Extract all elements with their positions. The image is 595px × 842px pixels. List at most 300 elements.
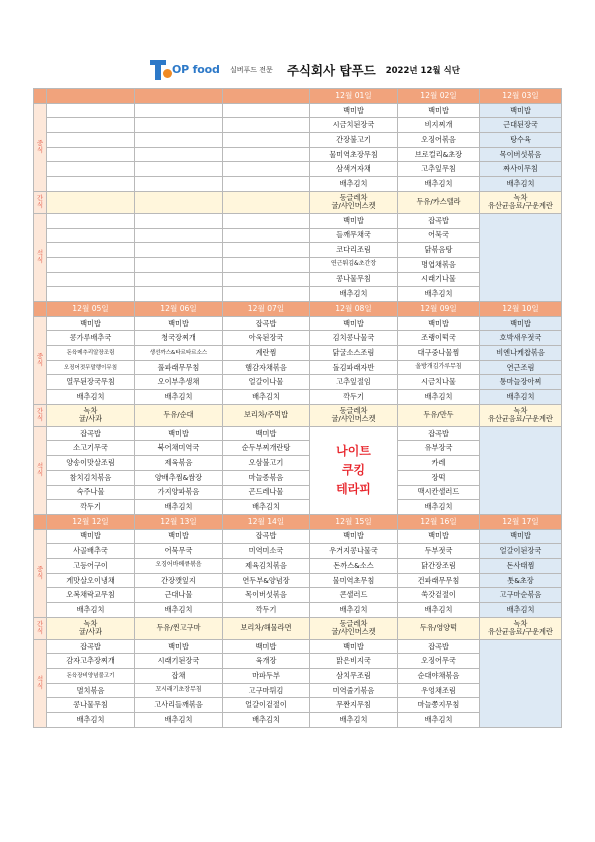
menu-item: 명엽채볶음 bbox=[398, 257, 480, 272]
cell-line: 귤/사과 bbox=[78, 627, 103, 637]
menu-item: 호박새우젓국 bbox=[480, 331, 562, 346]
snack-label bbox=[34, 191, 47, 213]
label-char: 식 bbox=[36, 201, 44, 210]
menu-item: 시금치된장국 bbox=[310, 118, 398, 133]
label-char: 석 bbox=[36, 674, 44, 683]
empty-cell bbox=[135, 133, 223, 148]
table-row bbox=[34, 331, 562, 346]
table-row bbox=[34, 177, 562, 192]
day-header: 12월 03일 bbox=[480, 89, 562, 104]
menu-item: 톳&초장 bbox=[480, 573, 562, 588]
menu-item: 얼갈이나물 bbox=[223, 375, 310, 390]
snack-item: 보리차/해물라면 bbox=[223, 617, 310, 639]
day-header: 12월 16일 bbox=[398, 514, 480, 529]
menu-item: 돌김파래자반 bbox=[310, 360, 398, 375]
menu-item: 배추김치 bbox=[135, 390, 223, 405]
menu-item: 잡곡밥 bbox=[47, 426, 135, 441]
snack-label bbox=[34, 404, 47, 426]
week3-header-label bbox=[34, 514, 47, 529]
empty-cell bbox=[47, 177, 135, 192]
label-char: 식 bbox=[36, 572, 44, 581]
menu-item: 양송이맛살조림 bbox=[47, 456, 135, 471]
day-header: 12월 13일 bbox=[135, 514, 223, 529]
empty-cell bbox=[47, 243, 135, 258]
logo-text: OP food bbox=[172, 63, 220, 76]
empty-cell bbox=[223, 118, 310, 133]
menu-item: 풀파래무무침 bbox=[135, 360, 223, 375]
label-char: 중 bbox=[36, 564, 44, 573]
menu-item: 고구마튀김 bbox=[223, 683, 310, 698]
label-char: 식 bbox=[36, 146, 44, 155]
menu-item: 잡곡밥 bbox=[47, 639, 135, 654]
snack-item bbox=[310, 404, 398, 426]
menu-item: 백미밥 bbox=[310, 529, 398, 544]
cell-line: 귤/샤인머스켓 bbox=[331, 201, 376, 211]
menu-item: 연근튀김&초간장 bbox=[310, 257, 398, 272]
menu-item: 백미밥 bbox=[480, 529, 562, 544]
menu-item: 배추김치 bbox=[480, 603, 562, 618]
menu-item: 두부젓국 bbox=[398, 544, 480, 559]
menu-item: 미역미소국 bbox=[223, 544, 310, 559]
menu-item: 백미밥 bbox=[310, 316, 398, 331]
cell-line: 녹차 bbox=[513, 193, 528, 203]
menu-item: 고사리들깨볶음 bbox=[135, 698, 223, 713]
empty-cell bbox=[47, 133, 135, 148]
day-header: 12월 15일 bbox=[310, 514, 398, 529]
empty-saturday-dinner bbox=[480, 426, 562, 514]
menu-item: 우엉채조림 bbox=[398, 683, 480, 698]
menu-item: 배추김치 bbox=[480, 177, 562, 192]
menu-item: 순대야채볶음 bbox=[398, 669, 480, 684]
menu-item: 우거지콩나물국 bbox=[310, 544, 398, 559]
table-row bbox=[34, 191, 562, 213]
menu-item: 배추김치 bbox=[398, 603, 480, 618]
menu-item: 감자고추장찌개 bbox=[47, 654, 135, 669]
menu-item: 오징어볶음 bbox=[398, 133, 480, 148]
menu-item: 백미밥 bbox=[223, 426, 310, 441]
menu-item: 배추김치 bbox=[310, 177, 398, 192]
lunch-label bbox=[34, 103, 47, 191]
label-char: 중 bbox=[36, 138, 44, 147]
menu-item: 들깨무채국 bbox=[310, 228, 398, 243]
menu-item: 브로컬리&초장 bbox=[398, 147, 480, 162]
cell-line: 동글레차 bbox=[339, 619, 368, 629]
menu-item: 백미밥 bbox=[398, 529, 480, 544]
cell-line: 녹차 bbox=[83, 619, 98, 629]
table-row bbox=[34, 390, 562, 405]
table-row bbox=[34, 301, 562, 316]
menu-item: 백미밥 bbox=[398, 103, 480, 118]
menu-item: 어묵국 bbox=[398, 228, 480, 243]
menu-item: 배추김치 bbox=[398, 177, 480, 192]
empty-cell bbox=[135, 103, 223, 118]
empty-cell bbox=[47, 191, 135, 213]
menu-item: 육개장 bbox=[223, 654, 310, 669]
menu-item: 배추김치 bbox=[398, 390, 480, 405]
menu-item: 쑥갓겉절이 bbox=[398, 588, 480, 603]
table-row bbox=[34, 162, 562, 177]
menu-item: 백미밥 bbox=[480, 103, 562, 118]
menu-item: 콘샐러드 bbox=[310, 588, 398, 603]
cell-line: 유산균음료/구운계란 bbox=[488, 414, 553, 424]
empty-cell bbox=[223, 133, 310, 148]
snack-item bbox=[47, 617, 135, 639]
empty-cell bbox=[135, 147, 223, 162]
label-char: 간 bbox=[36, 619, 44, 628]
empty-saturday-dinner bbox=[480, 213, 562, 301]
logo-dot bbox=[163, 69, 172, 78]
empty-cell bbox=[223, 162, 310, 177]
menu-item: 비지찌개 bbox=[398, 118, 480, 133]
empty-cell bbox=[223, 272, 310, 287]
snack-item: 두유/찐고구마 bbox=[135, 617, 223, 639]
dinner-label bbox=[34, 213, 47, 301]
snack-item: 두유/영양떡 bbox=[398, 617, 480, 639]
menu-item: 잡곡밥 bbox=[223, 529, 310, 544]
menu-item: 돈사태찜 bbox=[480, 558, 562, 573]
menu-item: 어묵무국 bbox=[135, 544, 223, 559]
menu-item: 배추김치 bbox=[135, 500, 223, 515]
table-row bbox=[34, 133, 562, 148]
day-header: 12월 07일 bbox=[223, 301, 310, 316]
cell-line: 동글레차 bbox=[339, 406, 368, 416]
menu-item: 무짠지무침 bbox=[310, 698, 398, 713]
menu-item: 근대된장국 bbox=[480, 118, 562, 133]
menu-item: 배추김치 bbox=[223, 500, 310, 515]
note-line: 나이트 bbox=[336, 444, 371, 459]
night-cooking-therapy-note bbox=[310, 426, 398, 514]
menu-item: 목이버섯볶음 bbox=[480, 147, 562, 162]
menu-item: 깍두기 bbox=[47, 500, 135, 515]
company-logo bbox=[150, 59, 230, 81]
empty-cell bbox=[47, 213, 135, 228]
cell-line: 귤/샤인머스켓 bbox=[331, 414, 376, 424]
empty-cell bbox=[223, 213, 310, 228]
dinner-label bbox=[34, 426, 47, 514]
menu-item: 백미밥 bbox=[135, 639, 223, 654]
menu-item: 시금치나물 bbox=[398, 375, 480, 390]
day-header: 12월 12일 bbox=[47, 514, 135, 529]
empty-cell bbox=[135, 287, 223, 302]
menu-item: 배추김치 bbox=[310, 603, 398, 618]
table-row bbox=[34, 426, 562, 441]
snack-item: 두유/만두 bbox=[398, 404, 480, 426]
table-row bbox=[34, 147, 562, 162]
day-header: 12월 14일 bbox=[223, 514, 310, 529]
label-char: 간 bbox=[36, 406, 44, 415]
menu-item: 잡곡밥 bbox=[223, 316, 310, 331]
menu-item: 아욱된장국 bbox=[223, 331, 310, 346]
menu-item: 잡곡밥 bbox=[398, 213, 480, 228]
empty-cell bbox=[47, 272, 135, 287]
menu-item: 배추김치 bbox=[310, 287, 398, 302]
empty-cell bbox=[223, 243, 310, 258]
table-row bbox=[34, 573, 562, 588]
label-char: 간 bbox=[36, 193, 44, 202]
table-row bbox=[34, 213, 562, 228]
day-header: 12월 17일 bbox=[480, 514, 562, 529]
menu-item: 돈까스&소스 bbox=[310, 558, 398, 573]
menu-item: 연근조림 bbox=[480, 360, 562, 375]
menu-item: 숙주나물 bbox=[47, 485, 135, 500]
day-header: 12월 01일 bbox=[310, 89, 398, 104]
empty-cell bbox=[135, 243, 223, 258]
empty-cell bbox=[135, 191, 223, 213]
menu-item: 고구마순볶음 bbox=[480, 588, 562, 603]
label-char: 석 bbox=[36, 248, 44, 257]
empty-saturday-dinner bbox=[480, 639, 562, 727]
menu-item: 백미밥 bbox=[398, 316, 480, 331]
menu-item: 배추김치 bbox=[398, 713, 480, 728]
menu-item: 오징어바베큐볶음 bbox=[135, 558, 223, 573]
menu-item: 올방개김가루무침 bbox=[398, 360, 480, 375]
cell-line: 녹차 bbox=[513, 619, 528, 629]
label-char: 식 bbox=[36, 414, 44, 423]
meal-table bbox=[33, 88, 562, 728]
empty-cell bbox=[47, 103, 135, 118]
snack-item bbox=[480, 617, 562, 639]
menu-item: 백미밥 bbox=[47, 529, 135, 544]
menu-item: 깍두기 bbox=[310, 390, 398, 405]
menu-item: 간장불고기 bbox=[310, 133, 398, 148]
menu-item: 소고기무국 bbox=[47, 441, 135, 456]
empty-cell bbox=[223, 103, 310, 118]
menu-item: 닭간장조림 bbox=[398, 558, 480, 573]
menu-item: 배추김치 bbox=[223, 390, 310, 405]
menu-item: 잡곡밥 bbox=[398, 639, 480, 654]
snack-item bbox=[310, 617, 398, 639]
cell-line: 녹차 bbox=[83, 406, 98, 416]
menu-item: 건파래무무침 bbox=[398, 573, 480, 588]
menu-item: 통마늘장아찌 bbox=[480, 375, 562, 390]
menu-item: 오이부추생채 bbox=[135, 375, 223, 390]
menu-item: 백미밥 bbox=[310, 213, 398, 228]
empty-cell bbox=[135, 118, 223, 133]
menu-item: 고등어구이 bbox=[47, 558, 135, 573]
table-row bbox=[34, 89, 562, 104]
label-char: 식 bbox=[36, 256, 44, 265]
menu-item: 삼색겨자채 bbox=[310, 162, 398, 177]
day-header: 12월 09일 bbox=[398, 301, 480, 316]
menu-item: 백미밥 bbox=[135, 426, 223, 441]
menu-item: 제육볶음 bbox=[135, 456, 223, 471]
day-header: 12월 10일 bbox=[480, 301, 562, 316]
menu-item: 청국장찌개 bbox=[135, 331, 223, 346]
menu-item: 꼬시래기초장무침 bbox=[135, 683, 223, 698]
menu-item: 잡곡밥 bbox=[398, 426, 480, 441]
menu-item: 대구중나물찜 bbox=[398, 346, 480, 361]
page-header bbox=[150, 58, 460, 82]
week1-header-label bbox=[34, 89, 47, 104]
menu-item: 백미밥 bbox=[310, 103, 398, 118]
cell-line: 유산균음료/구운계란 bbox=[488, 201, 553, 211]
empty-cell bbox=[223, 147, 310, 162]
table-row bbox=[34, 617, 562, 639]
menu-item: 콩가루배추국 bbox=[47, 331, 135, 346]
menu-item: 연두부&양념장 bbox=[223, 573, 310, 588]
menu-item: 백미밥 bbox=[135, 316, 223, 331]
menu-item: 배추김치 bbox=[47, 390, 135, 405]
menu-item: 잡채 bbox=[135, 669, 223, 684]
empty-cell bbox=[223, 287, 310, 302]
table-row bbox=[34, 588, 562, 603]
empty-day-header bbox=[47, 89, 135, 104]
menu-item: 백미밥 bbox=[223, 639, 310, 654]
menu-item: 제육김치볶음 bbox=[223, 558, 310, 573]
company-name: 주식회사 탑푸드 bbox=[286, 63, 376, 78]
day-header: 12월 05일 bbox=[47, 301, 135, 316]
label-char: 식 bbox=[36, 627, 44, 636]
day-header: 12월 06일 bbox=[135, 301, 223, 316]
menu-item: 삼치무조림 bbox=[310, 669, 398, 684]
empty-cell bbox=[47, 287, 135, 302]
menu-item: 멸치볶음 bbox=[47, 683, 135, 698]
menu-item: 목이버섯볶음 bbox=[223, 588, 310, 603]
table-row bbox=[34, 544, 562, 559]
menu-item: 배추김치 bbox=[47, 603, 135, 618]
snack-item: 두유/카스텔라 bbox=[398, 191, 480, 213]
menu-item: 햄감자채볶음 bbox=[223, 360, 310, 375]
table-row bbox=[34, 558, 562, 573]
empty-cell bbox=[223, 257, 310, 272]
table-row bbox=[34, 346, 562, 361]
lunch-label bbox=[34, 529, 47, 617]
menu-item: 카레 bbox=[398, 456, 480, 471]
snack-item: 두유/순대 bbox=[135, 404, 223, 426]
menu-item: 고추잎절임 bbox=[310, 375, 398, 390]
menu-item: 맑은비지국 bbox=[310, 654, 398, 669]
menu-item: 깍두기 bbox=[223, 603, 310, 618]
table-row bbox=[34, 603, 562, 618]
empty-cell bbox=[223, 228, 310, 243]
menu-item: 백미밥 bbox=[480, 316, 562, 331]
menu-item: 시래기나물 bbox=[398, 272, 480, 287]
menu-item: 장떡 bbox=[398, 470, 480, 485]
empty-cell bbox=[47, 118, 135, 133]
empty-cell bbox=[135, 272, 223, 287]
menu-item: 탕수육 bbox=[480, 133, 562, 148]
menu-item: 가지양파볶음 bbox=[135, 485, 223, 500]
menu-item: 순두부찌개란탕 bbox=[223, 441, 310, 456]
menu-item: 배추김치 bbox=[135, 713, 223, 728]
menu-item: 참치김치볶음 bbox=[47, 470, 135, 485]
empty-cell bbox=[135, 162, 223, 177]
menu-item: 배추김치 bbox=[135, 603, 223, 618]
label-char: 석 bbox=[36, 461, 44, 470]
menu-item: 닭볶음탕 bbox=[398, 243, 480, 258]
menu-item: 배추김치 bbox=[398, 500, 480, 515]
menu-item: 배추김치 bbox=[310, 713, 398, 728]
menu-item: 배추김치 bbox=[223, 713, 310, 728]
menu-item: 돈육메추리알장조림 bbox=[47, 346, 135, 361]
table-row bbox=[34, 118, 562, 133]
menu-item: 김치콩나물국 bbox=[310, 331, 398, 346]
note-line: 쿠킹 bbox=[341, 463, 366, 478]
menu-item: 오징어젓무말랭이무침 bbox=[47, 360, 135, 375]
label-char: 중 bbox=[36, 351, 44, 360]
snack-item bbox=[480, 404, 562, 426]
empty-cell bbox=[47, 257, 135, 272]
menu-item: 생선까스&타르타르소스 bbox=[135, 346, 223, 361]
menu-item: 북어채미역국 bbox=[135, 441, 223, 456]
menu-item: 미역줄기볶음 bbox=[310, 683, 398, 698]
snack-item bbox=[480, 191, 562, 213]
menu-item: 물미역초장무침 bbox=[310, 147, 398, 162]
day-header: 12월 08일 bbox=[310, 301, 398, 316]
menu-item: 근대나물 bbox=[135, 588, 223, 603]
empty-cell bbox=[47, 228, 135, 243]
table-row bbox=[34, 103, 562, 118]
menu-item: 게맛살오이냉채 bbox=[47, 573, 135, 588]
menu-item: 맥시칸샐러드 bbox=[398, 485, 480, 500]
table-row bbox=[34, 514, 562, 529]
menu-item: 열무된장국무침 bbox=[47, 375, 135, 390]
empty-cell bbox=[223, 177, 310, 192]
menu-item: 오징어무국 bbox=[398, 654, 480, 669]
menu-item: 마파두부 bbox=[223, 669, 310, 684]
label-char: 식 bbox=[36, 682, 44, 691]
menu-item: 조랭이떡국 bbox=[398, 331, 480, 346]
empty-day-header bbox=[135, 89, 223, 104]
menu-item: 사골배추국 bbox=[47, 544, 135, 559]
snack-item: 보리차/주먹밥 bbox=[223, 404, 310, 426]
menu-month: 2022년 12월 식단 bbox=[385, 66, 460, 76]
menu-item: 닭굴소스조림 bbox=[310, 346, 398, 361]
company-subtitle: 실버푸드 전문 bbox=[230, 66, 273, 74]
cell-line: 동글레차 bbox=[339, 193, 368, 203]
menu-item: 콩나물무침 bbox=[47, 698, 135, 713]
empty-cell bbox=[47, 162, 135, 177]
menu-item: 간장깻잎지 bbox=[135, 573, 223, 588]
menu-item: 양배추찜&쌈장 bbox=[135, 470, 223, 485]
empty-cell bbox=[47, 147, 135, 162]
menu-item: 유부장국 bbox=[398, 441, 480, 456]
menu-item: 짜사이무침 bbox=[480, 162, 562, 177]
dinner-label bbox=[34, 639, 47, 727]
menu-item: 얼갈이겉절이 bbox=[223, 698, 310, 713]
menu-item: 배추김치 bbox=[398, 287, 480, 302]
menu-item: 돈육장비양념불고기 bbox=[47, 669, 135, 684]
cell-line: 녹차 bbox=[513, 406, 528, 416]
cell-line: 귤/사과 bbox=[78, 414, 103, 424]
table-row bbox=[34, 639, 562, 654]
empty-cell bbox=[135, 257, 223, 272]
menu-item: 백미밥 bbox=[135, 529, 223, 544]
menu-item: 콩나물무침 bbox=[310, 272, 398, 287]
menu-item: 계란찜 bbox=[223, 346, 310, 361]
table-row bbox=[34, 375, 562, 390]
menu-item: 백미밥 bbox=[47, 316, 135, 331]
menu-item: 고추잎무침 bbox=[398, 162, 480, 177]
note-line: 테라피 bbox=[336, 481, 371, 496]
menu-item: 백미밥 bbox=[310, 639, 398, 654]
table-row bbox=[34, 404, 562, 426]
empty-cell bbox=[223, 191, 310, 213]
menu-item: 얼갈이된장국 bbox=[480, 544, 562, 559]
snack-item bbox=[47, 404, 135, 426]
day-header: 12월 02일 bbox=[398, 89, 480, 104]
label-char: 식 bbox=[36, 469, 44, 478]
menu-item: 마늘쫑지무침 bbox=[398, 698, 480, 713]
menu-item: 비엔나케찹볶음 bbox=[480, 346, 562, 361]
table-row bbox=[34, 529, 562, 544]
empty-cell bbox=[135, 177, 223, 192]
menu-item: 오복채락교무침 bbox=[47, 588, 135, 603]
menu-item: 배추김치 bbox=[480, 390, 562, 405]
menu-item: 코다리조림 bbox=[310, 243, 398, 258]
menu-item: 시래기된장국 bbox=[135, 654, 223, 669]
label-char: 식 bbox=[36, 359, 44, 368]
